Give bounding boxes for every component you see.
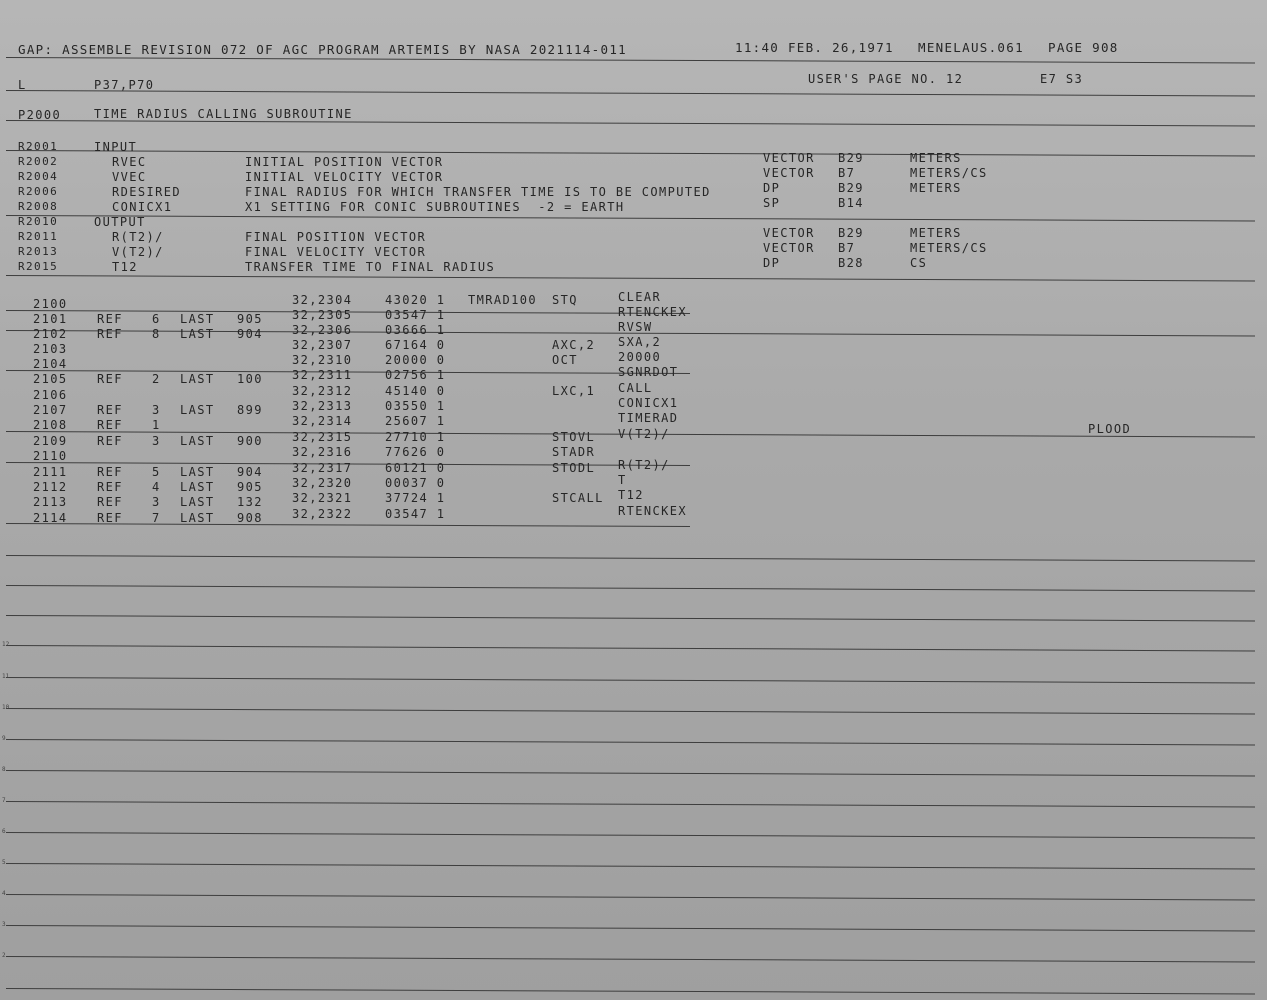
def-units: METERS/CS [910,241,988,255]
code-ref: REF [97,327,123,341]
ruled-line [6,615,1255,621]
code-last: LAST [180,372,215,386]
code-ref-count: 3 [152,434,161,448]
def-units: METERS [910,151,962,165]
ruled-line [6,150,1255,156]
code-octal-word: 43020 1 [385,293,446,307]
code-octal-word: 60121 0 [385,461,446,475]
def-r-number: R2011 [18,230,59,243]
p-number: P2000 [18,108,62,122]
code-operand: CALL [618,381,653,395]
code-octal-word: 00037 0 [385,476,446,490]
code-last: LAST [180,434,215,448]
code-octal-word: 03547 1 [385,507,446,521]
def-r-number: R2004 [18,170,59,183]
code-line-number: 2100 [33,297,68,311]
margin-number: 2 [2,952,6,959]
code-line-number: 2105 [33,372,68,386]
code-operand: V(T2)/ [618,427,670,441]
code-address: 32,2317 [292,461,353,475]
code-operand: RVSW [618,320,653,334]
margin-number: 11 [2,673,10,680]
code-address: 32,2314 [292,414,353,428]
def-description: FINAL RADIUS FOR WHICH TRANSFER TIME IS TO BE COMPUTED [245,185,711,199]
def-type: SP [763,196,781,210]
code-last-page: 899 [237,403,263,417]
def-scale: B29 [838,226,864,240]
edition-label: E7 S3 [1040,72,1084,86]
def-description: FINAL POSITION VECTOR [245,230,427,244]
code-octal-word: 03547 1 [385,308,446,322]
code-octal-word: 20000 0 [385,353,446,367]
ruled-line [6,832,1255,838]
def-name: R(T2)/ [112,230,164,244]
code-ref-count: 5 [152,465,161,479]
def-r-number: R2008 [18,200,59,213]
code-opcode: STODL [552,461,596,475]
code-octal-word: 37724 1 [385,491,446,505]
code-ref: REF [97,480,123,494]
ruled-line [6,894,1255,900]
def-scale: B28 [838,256,864,270]
code-address: 32,2321 [292,491,353,505]
margin-number: 3 [2,921,6,928]
code-operand: CLEAR [618,290,662,304]
code-last-page: 100 [237,372,263,386]
code-opcode: STADR [552,445,596,459]
def-scale: B29 [838,181,864,195]
code-last: LAST [180,465,215,479]
code-operand: RTENCKEX [618,305,687,319]
code-opcode: STCALL [552,491,604,505]
code-ref: REF [97,403,123,417]
def-type: VECTOR [763,151,815,165]
def-name: T12 [112,260,138,274]
def-name: RDESIRED [112,185,181,199]
def-type: DP [763,181,781,195]
def-scale: B7 [838,241,856,255]
code-line-number: 2114 [33,511,68,525]
code-last: LAST [180,495,215,509]
def-name: VVEC [112,170,147,184]
def-description: INITIAL POSITION VECTOR [245,155,444,169]
code-ref-count: 4 [152,480,161,494]
def-name: V(T2)/ [112,245,164,259]
code-line-number: 2112 [33,480,68,494]
margin-number: 8 [2,766,6,773]
def-r-number: R2001 [18,140,59,153]
def-name: RVEC [112,155,147,169]
page-number: PAGE 908 [1048,40,1119,55]
menelaus-label: MENELAUS.061 [918,40,1024,55]
code-ref-count: 2 [152,372,161,386]
users-page-number: USER'S PAGE NO. 12 [808,72,964,86]
assembly-title: GAP: ASSEMBLE REVISION 072 OF AGC PROGRAM ARTEMIS BY NASA 2021114-011 [18,42,627,57]
def-type: VECTOR [763,241,815,255]
code-last: LAST [180,327,215,341]
code-operand: RTENCKEX [618,504,687,518]
ruled-line [6,645,1255,651]
timestamp: 11:40 FEB. 26,1971 [735,40,894,55]
def-r-number: R2015 [18,260,59,273]
program-list: P37,P70 [94,78,155,92]
code-line-number: 2110 [33,449,68,463]
code-last-page: 132 [237,495,263,509]
def-r-number: R2006 [18,185,59,198]
def-scale: B29 [838,151,864,165]
code-opcode: STQ [552,293,578,307]
code-octal-word: 77626 0 [385,445,446,459]
ruled-line [6,215,1255,221]
code-line-number: 2101 [33,312,68,326]
ruled-line [6,863,1255,869]
code-operand: TIMERAD [618,411,679,425]
def-units: METERS [910,181,962,195]
ruled-line [6,770,1255,776]
code-ref-count: 6 [152,312,161,326]
code-last-page: 904 [237,465,263,479]
code-line-number: 2108 [33,418,68,432]
code-line-number: 2104 [33,357,68,371]
code-address: 32,2310 [292,353,353,367]
code-comment: PLOOD [1088,422,1132,436]
margin-number: 4 [2,890,6,897]
def-name: INPUT [94,140,138,154]
ruled-line [6,57,1255,63]
code-ref: REF [97,418,123,432]
code-address: 32,2320 [292,476,353,490]
code-line-number: 2103 [33,342,68,356]
code-ref-count: 3 [152,495,161,509]
code-ref: REF [97,312,123,326]
code-octal-word: 67164 0 [385,338,446,352]
def-type: VECTOR [763,166,815,180]
code-ref-count: 1 [152,418,161,432]
code-last-page: 905 [237,312,263,326]
def-r-number: R2013 [18,245,59,258]
code-ref-count: 8 [152,327,161,341]
code-operand: CONICX1 [618,396,679,410]
code-last-page: 908 [237,511,263,525]
ruled-line [6,956,1255,962]
l-label: L [18,78,27,92]
code-octal-word: 02756 1 [385,368,446,382]
def-scale: B7 [838,166,856,180]
code-ref: REF [97,434,123,448]
def-description: TRANSFER TIME TO FINAL RADIUS [245,260,496,274]
code-octal-word: 03550 1 [385,399,446,413]
code-opcode: OCT [552,353,578,367]
margin-number: 6 [2,828,6,835]
code-address: 32,2304 [292,293,353,307]
code-opcode: AXC,2 [552,338,596,352]
ruled-line [6,275,1255,281]
ruled-line [6,708,1255,714]
code-address: 32,2311 [292,368,353,382]
code-line-number: 2107 [33,403,68,417]
def-name: OUTPUT [94,215,146,229]
margin-number: 5 [2,859,6,866]
code-line-number: 2111 [33,465,68,479]
code-operand: T12 [618,488,644,502]
code-address: 32,2305 [292,308,353,322]
code-address: 32,2313 [292,399,353,413]
code-operand: R(T2)/ [618,458,670,472]
code-address: 32,2307 [292,338,353,352]
code-ref-count: 7 [152,511,161,525]
code-ref-count: 3 [152,403,161,417]
code-octal-word: 25607 1 [385,414,446,428]
code-last: LAST [180,312,215,326]
code-address: 32,2322 [292,507,353,521]
margin-number: 10 [2,704,10,711]
code-last: LAST [180,403,215,417]
def-name: CONICX1 [112,200,173,214]
code-address: 32,2315 [292,430,353,444]
code-last-page: 905 [237,480,263,494]
def-units: METERS/CS [910,166,988,180]
code-opcode: LXC,1 [552,384,596,398]
code-last-page: 904 [237,327,263,341]
code-last: LAST [180,480,215,494]
ruled-line [6,739,1255,745]
code-label: TMRAD100 [468,293,537,307]
ruled-line [6,801,1255,807]
code-octal-word: 03666 1 [385,323,446,337]
ruled-line [6,925,1255,931]
margin-number: 7 [2,797,6,804]
def-r-number: R2002 [18,155,59,168]
code-opcode: STOVL [552,430,596,444]
def-description: FINAL VELOCITY VECTOR [245,245,427,259]
ruled-line [6,677,1255,683]
code-line-number: 2109 [33,434,68,448]
code-operand: SXA,2 [618,335,662,349]
code-line-number: 2113 [33,495,68,509]
code-ref: REF [97,511,123,525]
code-octal-word: 45140 0 [385,384,446,398]
margin-number: 9 [2,735,6,742]
ruled-line [6,585,1255,591]
ruled-line [6,90,1255,96]
def-description: INITIAL VELOCITY VECTOR [245,170,444,184]
code-last: LAST [180,511,215,525]
code-operand: T [618,473,627,487]
code-line-number: 2106 [33,388,68,402]
code-ref: REF [97,495,123,509]
code-last-page: 900 [237,434,263,448]
subroutine-title: TIME RADIUS CALLING SUBROUTINE [94,107,353,121]
code-address: 32,2316 [292,445,353,459]
code-operand: SGNRDOT [618,365,679,379]
def-scale: B14 [838,196,864,210]
code-ref: REF [97,465,123,479]
def-units: METERS [910,226,962,240]
def-description: X1 SETTING FOR CONIC SUBROUTINES -2 = EARTH [245,200,625,214]
def-units: CS [910,256,928,270]
code-address: 32,2312 [292,384,353,398]
ruled-line [6,555,1255,561]
code-operand: 20000 [618,350,662,364]
def-type: VECTOR [763,226,815,240]
ruled-line [6,988,1255,994]
code-line-number: 2102 [33,327,68,341]
code-ref: REF [97,372,123,386]
margin-number: 12 [2,641,10,648]
def-type: DP [763,256,781,270]
code-octal-word: 27710 1 [385,430,446,444]
def-r-number: R2010 [18,215,59,228]
code-address: 32,2306 [292,323,353,337]
